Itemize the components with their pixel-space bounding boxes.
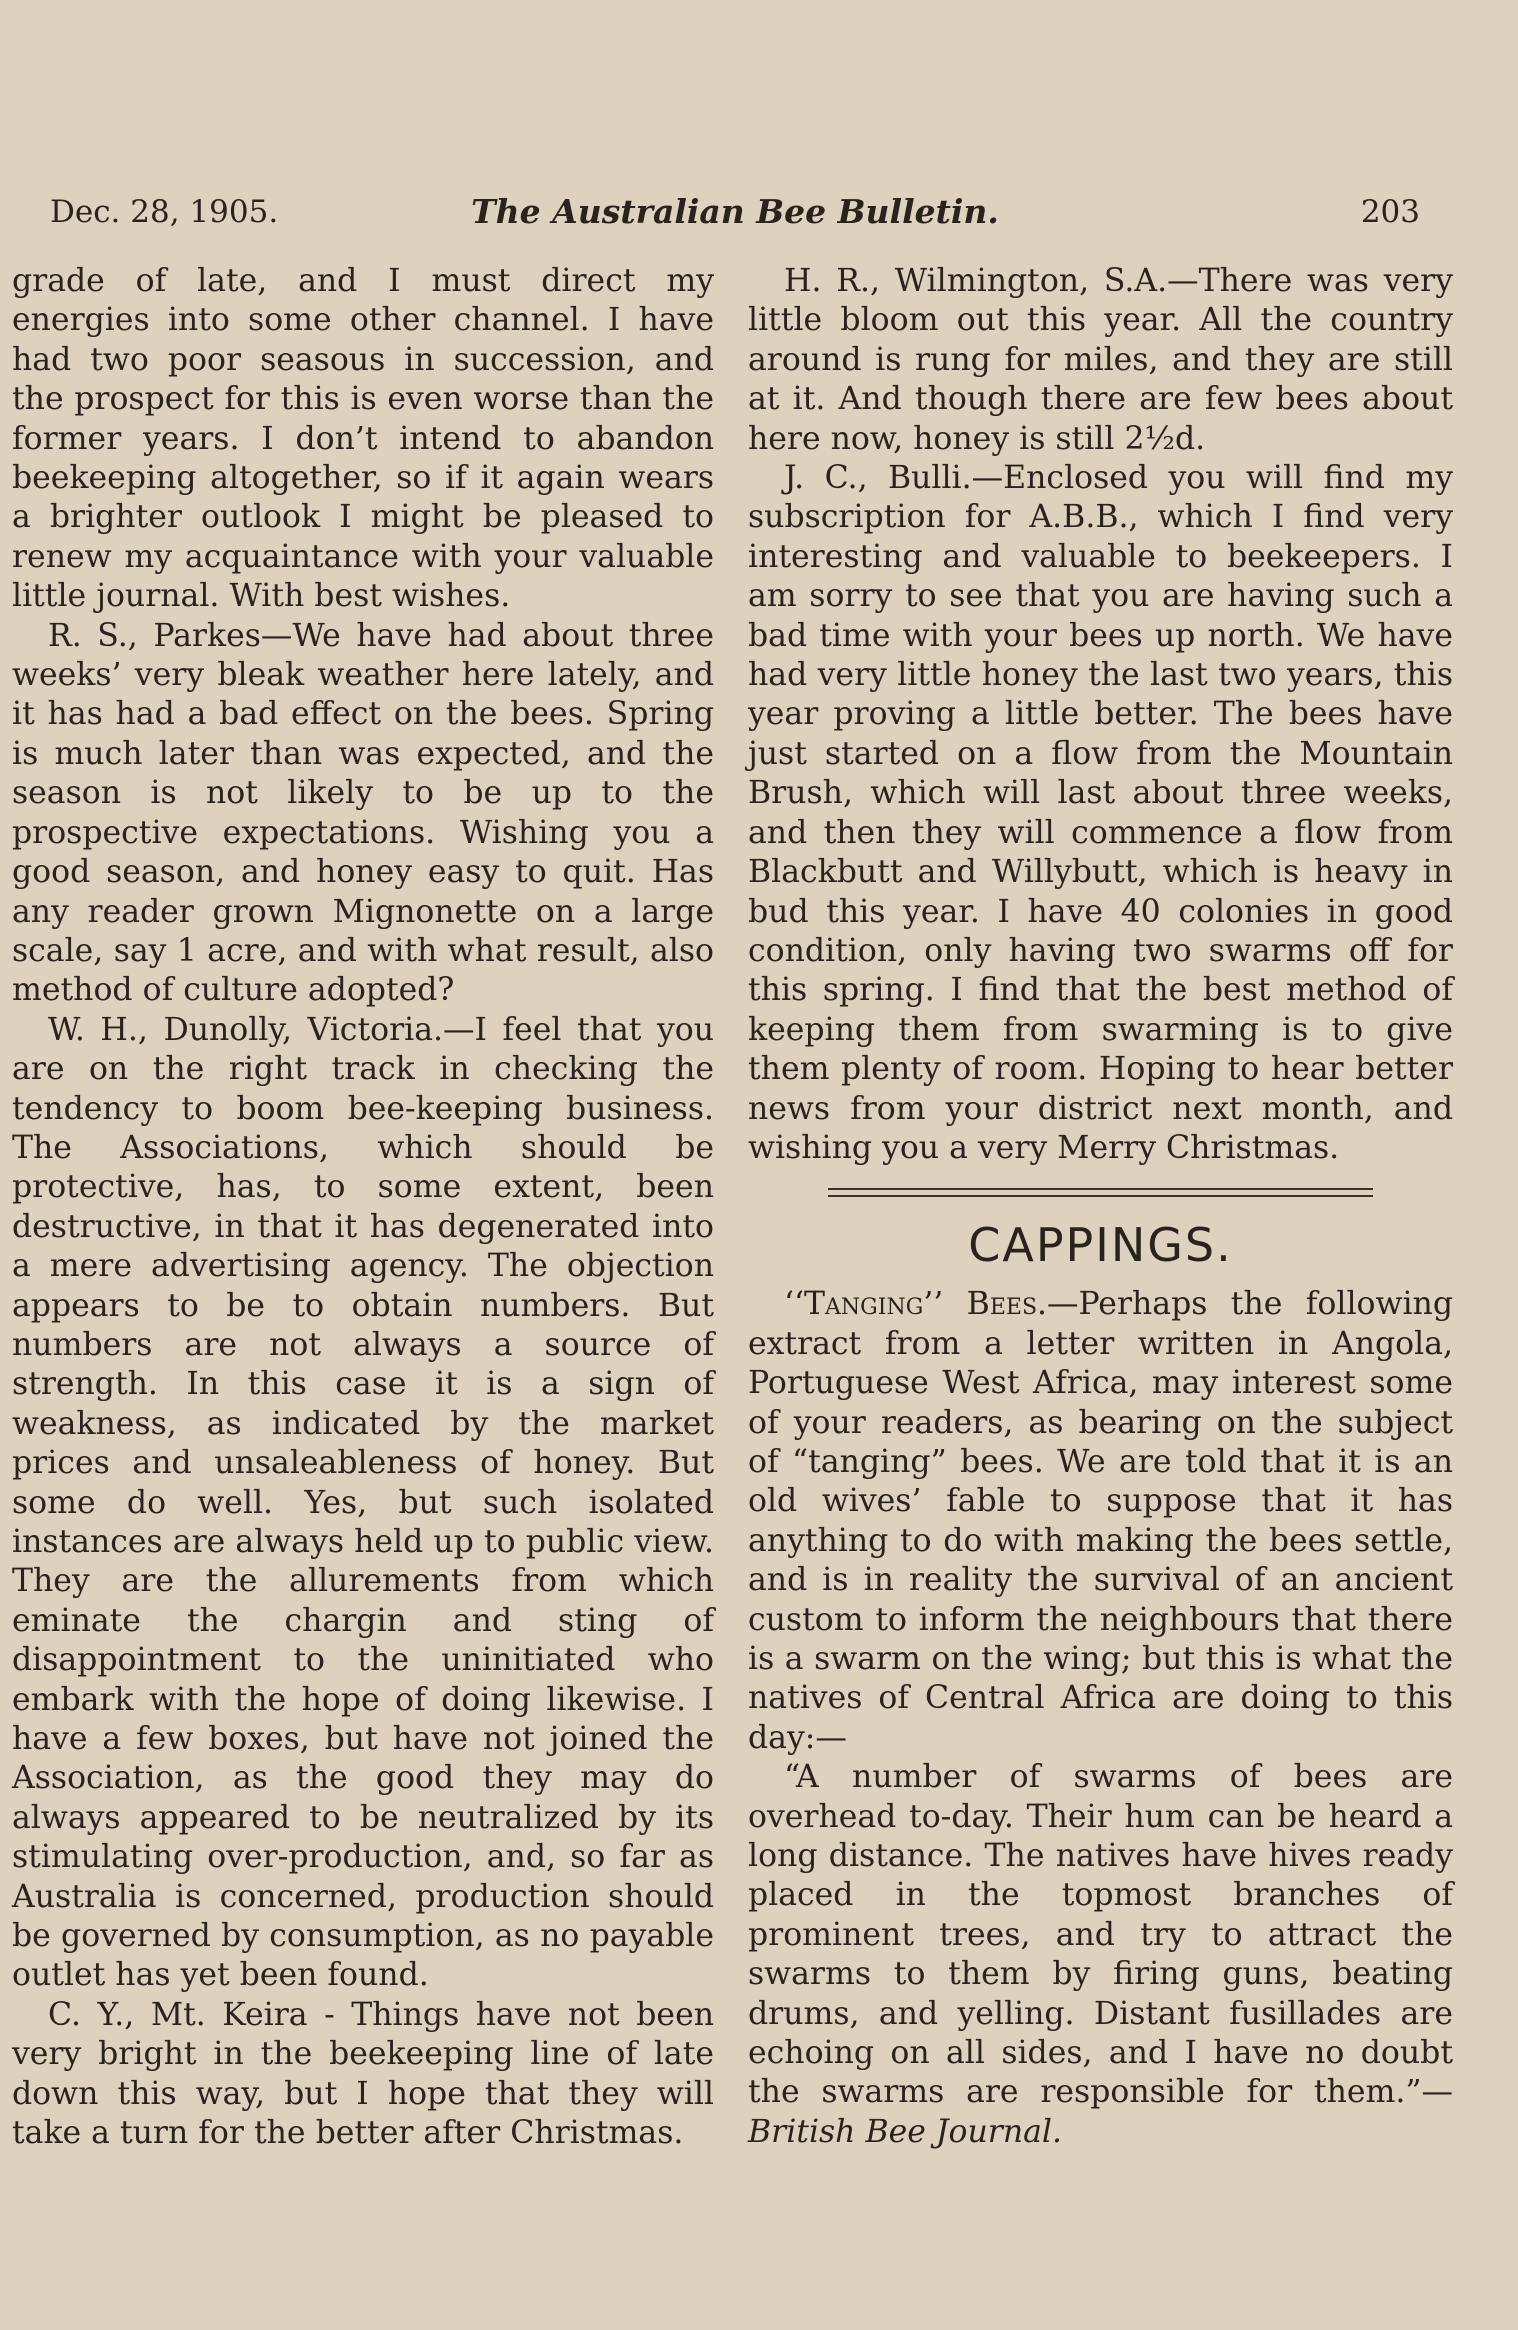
letter-jc-bulli: J. C., Bulli.—Enclosed you will find my subscription for A.B.B., which I find very interesting and valuable to beekeepers. I am sorry to see that you are having such a bad time with your bees up north. We have had very little honey the last two years, this year proving a little better. The bees have just started on a flow from the Mountain Brush, which will last about three weeks, and then they will commence a flow from Blackbutt and Willybutt, which is heavy in bud this year. I have 40 colonies in good condition, only having two swarms off for this spring. I find that the best method of keeping them from swarming is to give them plenty of room. Hoping to hear better news from your district next month, and wishing you a very Merry Christmas.: [748, 460, 1453, 1166]
double-rule: [828, 1188, 1373, 1197]
page-number: 203: [1360, 194, 1420, 230]
left-column: [12, 262, 714, 2154]
section-divider: [748, 1188, 1453, 1197]
cappings-text: —Perhaps the following extract from a letter written in Angola, Portuguese West Africa, may interest some of your readers, as bearing on the subject of “tanging” bees. We are told that it is an old wives’ fable to suppose that it has anything to do with making the bees settle, and is in reality the survival of an ancient custom to inform the neighbours that there is a swarm on the wing; but this is what the natives of Central Africa are doing to this day:—: [748, 1286, 1453, 1756]
journal-title: The Australian Bee Bulletin.: [471, 192, 999, 231]
running-header: [50, 186, 1420, 238]
section-title: CAPPINGS.: [968, 1218, 1233, 1273]
cappings-lead: ‘‘Tanging’’ Bees.: [784, 1286, 1048, 1323]
cappings-paragraph: [748, 1285, 1453, 1758]
quoted-text: “A number of swarms of bees are overhead to-day. Their hum can be heard a long distance. The natives have hives ready placed in the topmost branches of prominent trees, and try to attract the swarms to them by firing guns, beating drums, and yelling. Distant fusillades are echoing on all sides, and I have no doubt the swarms are responsible for them.”—: [748, 1759, 1453, 2111]
issue-date: Dec. 28, 1905.: [50, 194, 279, 230]
letter-hr-wilmington: H. R., Wilmington, S.A.—There was very little bloom out this year. All the country around is rung for miles, and they are still at it. And though there are few bees about here now, honey is still 2½d.: [748, 263, 1453, 457]
letter-wh-dunolly: W. H., Dunolly, Victoria.—I feel that you are on the right track in checking the tendency to boom bee-keeping business. The Associations, which should be protective, has, to some extent, been destructive, in that it has degenerated into a mere advertising agency. The objection appears to be to obtain numbers. But numbers are not always a source of strength. In this case it is a sign of weakness, as indicated by the market prices and unsaleableness of honey. But some do well. Yes, but such isolated instances are always held up to public view. They are the allurements from which eminate the chargin and sting of disappointment to the uninitiated who embark with the hope of doing likewise. I have a few boxes, but have not joined the Association, as the good they may do always appeared to be neutralized by its stimulating over-production, and, so far as Australia is concerned, production should be governed by consumption, as no payable outlet has yet been found.: [12, 1011, 714, 1994]
right-column: [748, 262, 1453, 2152]
letter-cy-mt-keira: C. Y., Mt. Keira - Things have not been very bright in the beekeeping line of late down this way, but I hope that they will take a turn for the better after Christmas.: [12, 1996, 714, 2152]
paragraph-continued: grade of late, and I must direct my energies into some other channel. I have had two poor seasous in succession, and the prospect for this is even worse than the former years. I don’t intend to abandon beekeeping altogether, so if it again wears a brighter outlook I might be pleased to renew my acquaintance with your valuable little journal. With best wishes.: [12, 263, 714, 615]
citation: British Bee Journal.: [748, 2113, 1063, 2150]
letter-rs-parkes: R. S., Parkes—We have had about three weeks’ very bleak weather here lately, and it has had a bad effect on the bees. Spring is much later than was expected, and the season is not likely to be up to the prospective expectations. Wishing you a good season, and honey easy to quit. Has any reader grown Mignonette on a large scale, say 1 acre, and with what result, also method of culture adopted?: [12, 617, 714, 1009]
quoted-letter: [748, 1758, 1453, 2152]
